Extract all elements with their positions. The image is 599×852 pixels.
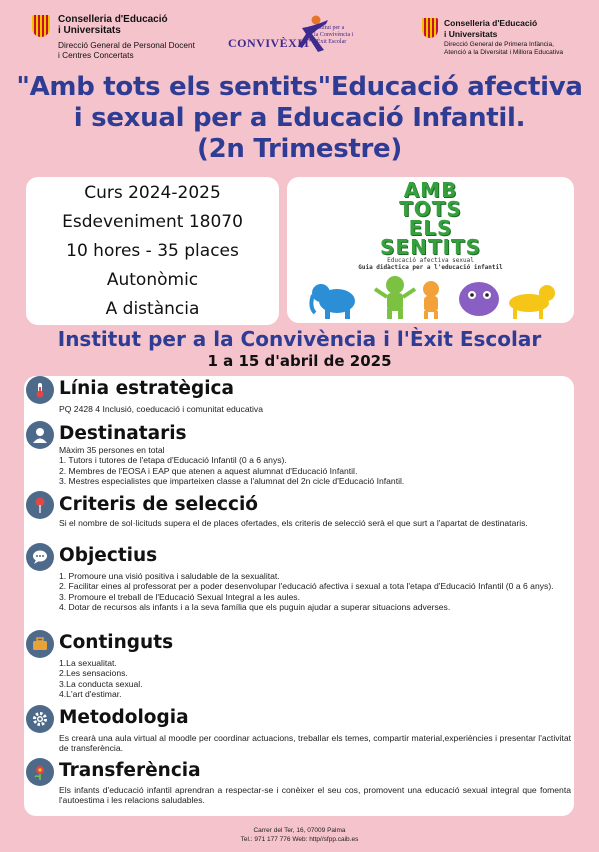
- guide-cover-image: [287, 177, 574, 323]
- section-body-transferencia: Els infants d'educació infantil aprendran a respectar-se i conèixer el seu cos, promovent una educació sexual integral que fomenta l'autoestima i les relacions saludables.: [59, 785, 571, 806]
- dept-name-line1: Direcció General de Personal Docent: [58, 40, 195, 50]
- list-item: 1. Promoure una visió positiva i saludable de la sexualitat.: [59, 571, 280, 581]
- balearic-shield-icon: [422, 18, 438, 38]
- course-title-line2: i sexual per a Educació Infantil.: [73, 103, 526, 133]
- cover-subtitle-line1: Educació afectiva sexual: [387, 257, 474, 264]
- section-body-metodologia: Es crearà una aula virtual al moodle per coordinar actuacions, treballar els temes, compartir material,experiències i presentar l'activitat de transferència.: [59, 733, 571, 754]
- thermometer-icon: [26, 376, 54, 404]
- list-item: 4.L'art d'estimar.: [59, 689, 122, 700]
- header-right-logo: [422, 18, 592, 64]
- section-title-criteris-seleccio: Criteris de selecció: [59, 494, 259, 515]
- cover-title-line4: SENTITS: [380, 235, 481, 259]
- organizer-institute: Institut per a la Convivència i l'Èxit Escolar: [57, 327, 542, 351]
- cover-title-line2: TOTS: [399, 197, 462, 221]
- section-title-continguts: Continguts: [59, 632, 174, 653]
- flower-icon: [26, 758, 54, 786]
- dept-name-line2: Atenció a la Diversitat i Millora Educativa: [444, 49, 564, 56]
- list-item: 1. Tutors i tutores de l'etapa d'Educació Infantil (0 a 6 anys).: [59, 455, 287, 466]
- section-title-objectius: Objectius: [59, 545, 158, 566]
- cover-characters-illustration: [307, 271, 557, 321]
- list-item: 3. Promoure el treball de l'Educació Sexual Integral a les aules.: [59, 591, 300, 602]
- section-body-continguts: [59, 658, 571, 700]
- section-body-destinataris: [59, 445, 571, 487]
- dept-name-line2: i Centres Concertats: [58, 50, 134, 60]
- event-number: Esdeveniment 18070: [62, 212, 243, 232]
- pushpin-icon: [26, 491, 54, 519]
- org-name-line2: i Universitats: [58, 25, 121, 36]
- section-body-objectius: [59, 571, 571, 613]
- footer-address: Carrer del Ter, 16, 07009 Palma: [253, 827, 346, 834]
- list-item: 4. Dotar de recursos als infants i a la seva família que els puguin ajudar a superar situacions adverses.: [59, 602, 451, 613]
- course-title-line1: "Amb tots els sentits"Educació afectiva: [16, 72, 583, 102]
- convivexit-logo: [228, 14, 378, 62]
- section-body-linia-estrategica: PQ 2428 4 Inclusió, coeducació i comunitat educativa: [59, 404, 263, 414]
- cover-title-line3: ELS: [408, 216, 453, 240]
- list-item: 3.La conducta sexual.: [59, 678, 143, 689]
- convivexit-sub-line1: Institut per a: [314, 25, 345, 31]
- section-title-linia-estrategica: Línia estratègica: [59, 378, 235, 399]
- org-name-line2: i Universitats: [444, 29, 498, 39]
- briefcase-icon: [26, 630, 54, 658]
- section-title-destinataris: Destinataris: [59, 423, 187, 444]
- person-icon: [26, 421, 54, 449]
- list-item: 2.Les sensacions.: [59, 668, 128, 679]
- course-title: [0, 72, 599, 165]
- org-name-line1: Conselleria d'Educació: [58, 14, 168, 25]
- modality: A distància: [105, 299, 200, 319]
- dept-name-line1: Direcció General de Primera Infància,: [444, 41, 554, 48]
- org-name-line1: Conselleria d'Educació: [444, 18, 538, 28]
- course-title-line3: (2n Trimestre): [197, 134, 402, 164]
- gear-icon: [26, 705, 54, 733]
- list-item: 2. Membres de l'EOSA i EAP que atenen a aquest alumnat d'Educació Infantil.: [59, 465, 358, 476]
- hours-places: 10 hores - 35 places: [66, 241, 239, 261]
- course-info-box: [26, 177, 279, 325]
- cover-subtitle-line2: Guia didàctica per a l'educació infantil: [358, 264, 503, 271]
- cover-title-line1: AMB: [403, 178, 458, 202]
- section-body-criteris-seleccio: Si el nombre de sol·licituds supera el de places ofertades, els criteris de selecció serà el que surt a l'apartat de destinataris.: [59, 518, 528, 528]
- section-title-metodologia: Metodologia: [59, 707, 189, 728]
- footer-contact: Tel.: 971 177 776 Web: http//sfpp.caib.es: [240, 836, 359, 843]
- convivexit-logo-text: CONVIVÈXIT: [228, 36, 312, 50]
- chat-bubble-icon: [26, 543, 54, 571]
- header-left-logo: [32, 14, 202, 62]
- course-year: Curs 2024-2025: [84, 183, 221, 203]
- convivexit-sub-line3: l'Èxit Escolar: [314, 39, 347, 45]
- footer: [0, 826, 599, 844]
- list-item: 1.La sexualitat.: [59, 658, 117, 668]
- list-item: Màxim 35 persones en total: [59, 445, 165, 455]
- list-item: 2. Facilitar eines al professorat per a poder desenvolupar l'educació afectiva i sexual a tota l'etapa d'Educació Infantil (0 a 6 anys).: [59, 581, 554, 592]
- convivexit-sub-line2: la Convivència i: [314, 32, 354, 38]
- scope: Autonòmic: [106, 270, 199, 290]
- list-item: 3. Mestres especialistes que imparteixen classe a l'alumnat del 2n cicle d'Educació Infantil.: [59, 476, 405, 487]
- section-title-transferencia: Transferència: [59, 760, 201, 781]
- balearic-shield-icon: [32, 15, 50, 37]
- course-dates: 1 a 15 d'abril de 2025: [207, 352, 392, 370]
